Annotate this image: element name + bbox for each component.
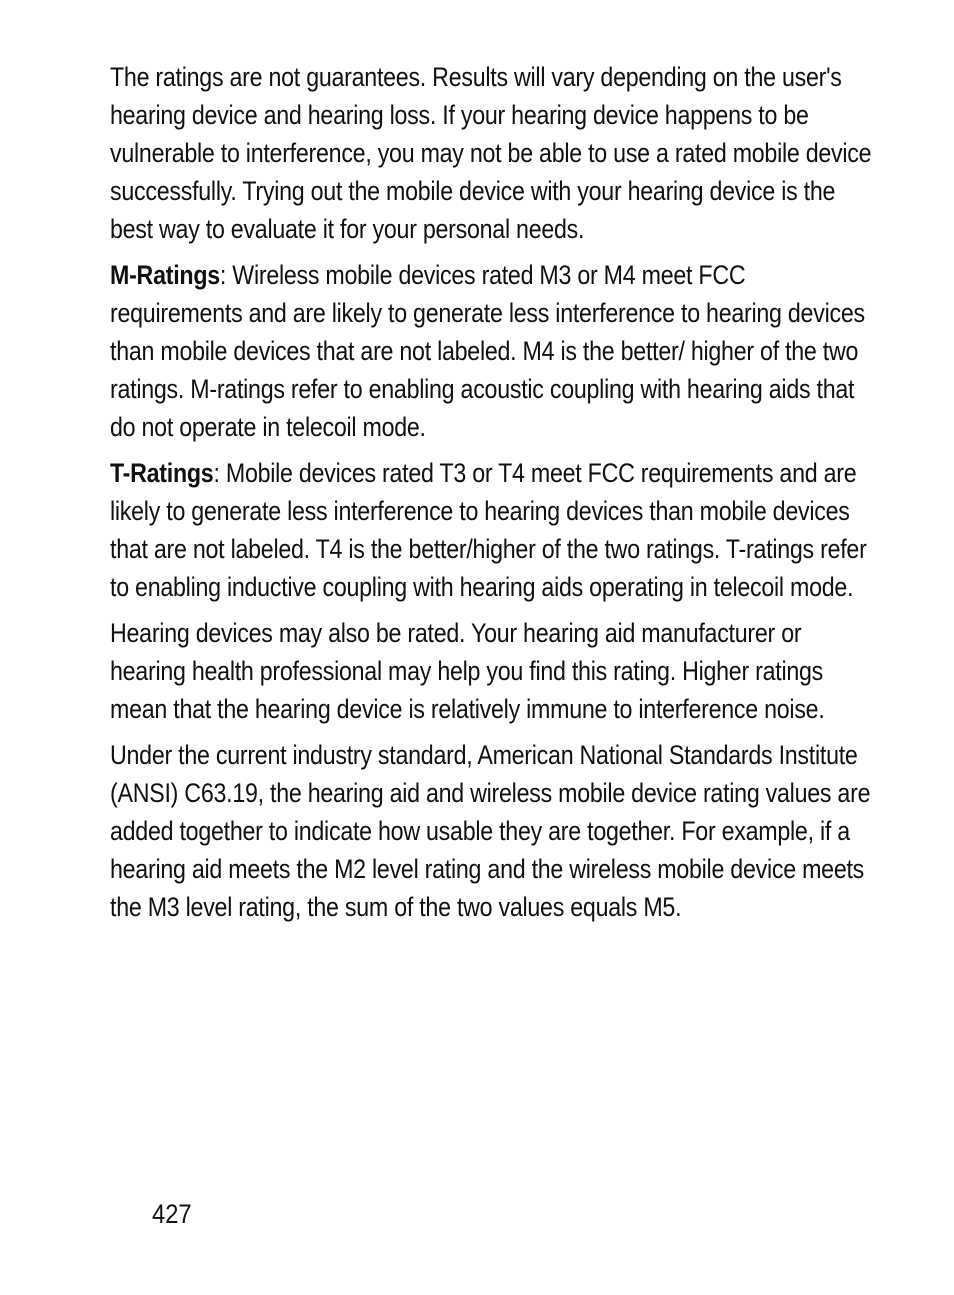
- term-m-ratings: M-Ratings: [110, 260, 220, 290]
- page-number: 427: [152, 1199, 192, 1229]
- paragraph-m-ratings: [110, 256, 880, 446]
- paragraph-hearing-devices-rated: [110, 614, 880, 728]
- paragraph-text: : Wireless mobile devices rated M3 or M4 meet FCC requirements and are likely to generate less interference to hearing devices than mobile devices that are not labeled. M4 is the better/ higher of the two ratings. M-ratings refer to enabling acoustic coupling with hearing aids that do not operate in telecoil mode.: [110, 260, 865, 442]
- paragraph-text: : Mobile devices rated T3 or T4 meet FCC requirements and are likely to generate less interference to hearing devices than mobile devices that are not labeled. T4 is the better/higher of the two ratings. T-ratings refer to enabling inductive coupling with hearing aids operating in telecoil mode.: [110, 458, 867, 602]
- paragraph-text: Under the current industry standard, American National Standards Institute (ANSI) C63.19, the hearing aid and wireless mobile device rating values are added together to indicate how usable they are together. For example, if a hearing aid meets the M2 level rating and the wireless mobile device meets the M3 level rating, the sum of the two values equals M5.: [110, 740, 871, 922]
- term-t-ratings: T-Ratings: [110, 458, 214, 488]
- paragraph-t-ratings: [110, 454, 880, 606]
- paragraph-text: The ratings are not guarantees. Results will vary depending on the user's hearing device and hearing loss. If your hearing device happens to be vulnerable to interference, you may not be able to use a rated mobile device successfully. Trying out the mobile device with your hearing device is the best way to evaluate it for your personal needs.: [110, 62, 872, 244]
- document-body: [110, 58, 880, 934]
- paragraph-text: Hearing devices may also be rated. Your hearing aid manufacturer or hearing health professional may help you find this rating. Higher ratings mean that the hearing device is relatively immune to interference noise.: [110, 618, 825, 724]
- paragraph-ratings-disclaimer: [110, 58, 880, 248]
- paragraph-ansi-standard: [110, 736, 880, 926]
